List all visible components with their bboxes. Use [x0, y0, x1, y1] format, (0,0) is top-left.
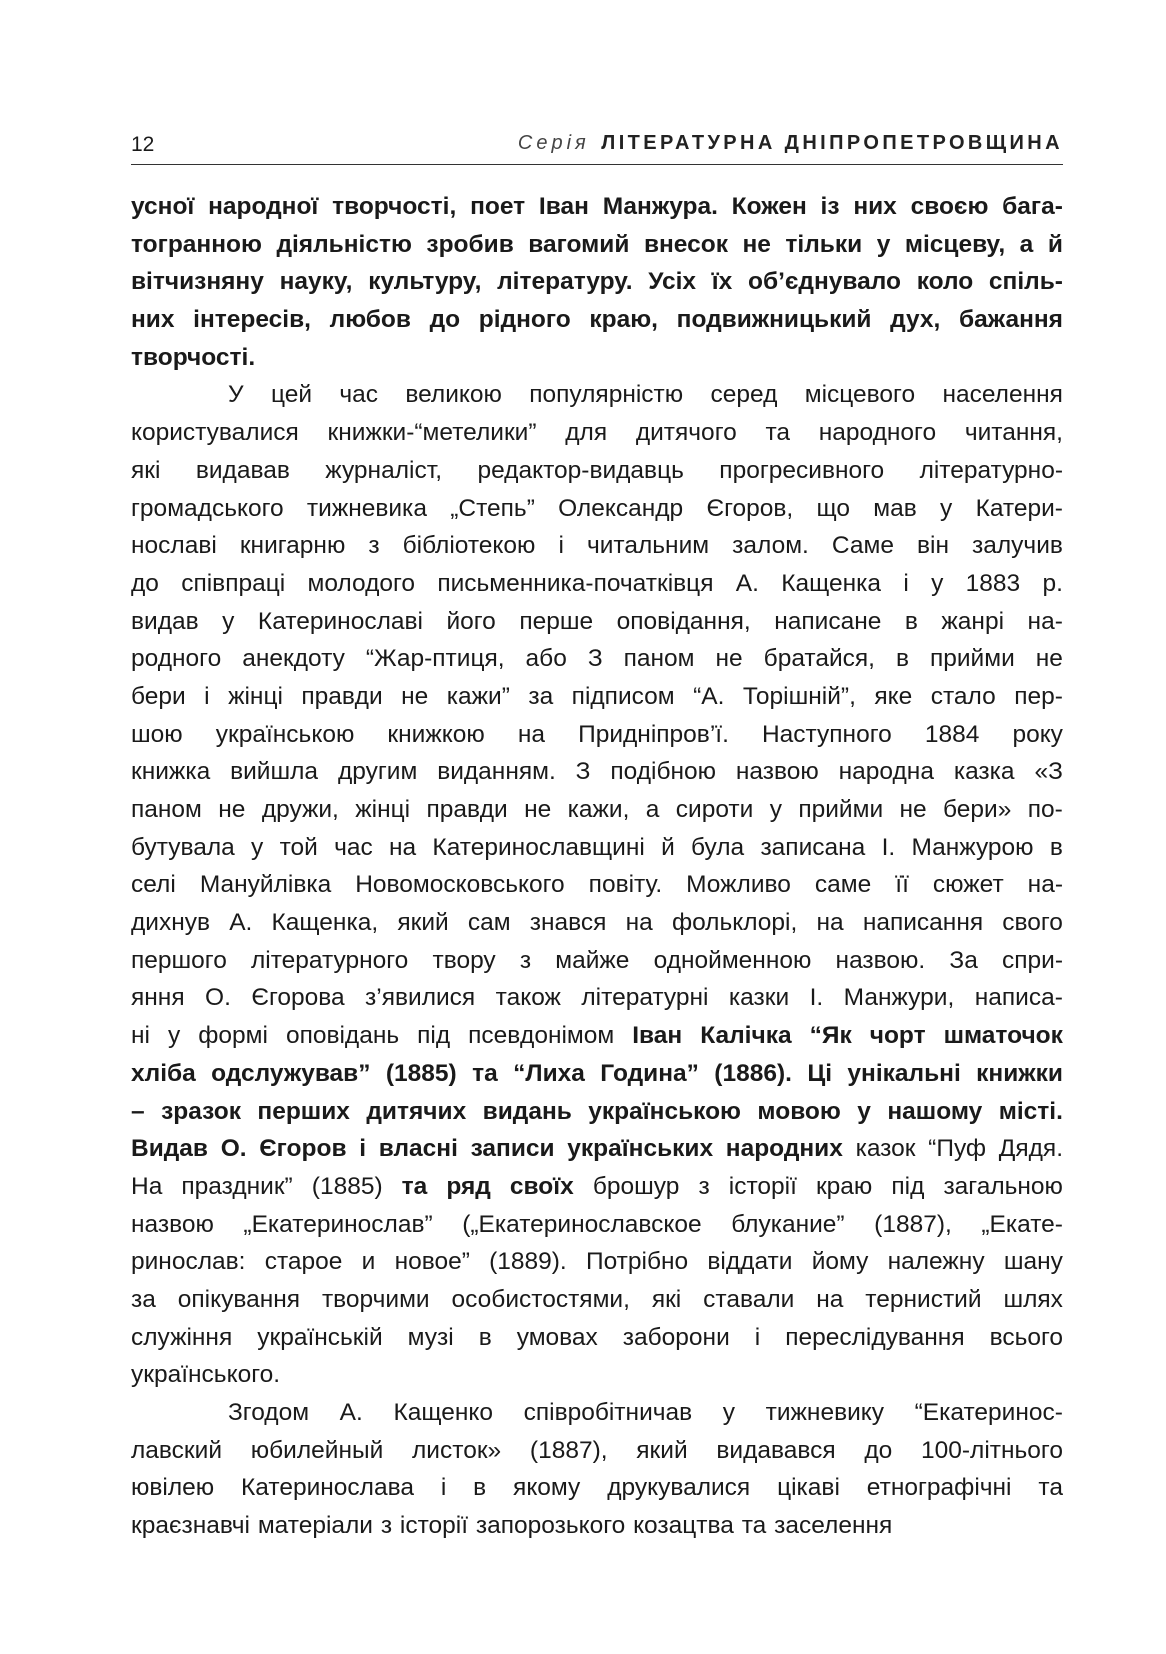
text-line: нославі книгарню з бібліотекою і читальним залом. Саме він залучив: [131, 532, 1063, 560]
text-line: книжка вийшла другим виданням. З подібною назвою народна казка «З: [131, 758, 1063, 786]
text-line: дихнув А. Кащенка, який сам знався на фольклорі, на написання свого: [131, 909, 1063, 937]
text-line: ні у формі оповідань під псевдонімом Іван Калічка “Як чорт шматочок: [131, 1022, 1063, 1050]
text-line: На праздник” (1885) та ряд своїх брошур з історії краю під загальною: [131, 1172, 1063, 1200]
text-line: Видав О. Єгоров і власні записи українських народних казок “Пуф Дядя.: [131, 1135, 1063, 1163]
text-line: громадського тижневика „Степь” Олександр Єгоров, що мав у Катери-: [131, 494, 1063, 522]
running-header: [131, 130, 1063, 165]
text-line: Згодом А. Кащенко співробітничав у тижневику “Екатеринос-: [228, 1399, 1063, 1426]
series-title: [518, 132, 1063, 155]
text-line: усної народної творчості, поет Іван Манжура. Кожен із них своєю бага-: [131, 193, 1063, 220]
text-line: ювілею Катеринослава і в якому друкувалися цікаві етнографічні та: [131, 1474, 1063, 1502]
text-line: – зразок перших дитячих видань українською мовою у нашому місті.: [131, 1097, 1063, 1125]
text-line: хліба одслужував” (1885) та “Лиха Година” (1886). Ці унікальні книжки: [131, 1059, 1063, 1087]
text-line: користувалися книжки-“метелики” для дитячого та народного читання,: [131, 419, 1063, 447]
body-text: [131, 188, 1063, 1545]
text-line: шою українською книжкою на Придніпров’ї. Наступного 1884 року: [131, 720, 1063, 748]
text-line: першого літературного твору з майже однойменною назвою. За спри-: [131, 946, 1063, 974]
text-line: родного анекдоту “Жар-птиця, або З паном не братайся, в прийми не: [131, 645, 1063, 673]
text-line: ринослав: старое и новое” (1889). Потрібно віддати йому належну шану: [131, 1248, 1063, 1276]
text-line: вітчизняну науку, культуру, літературу. Усіх їх об’єднувало коло спіль-: [131, 268, 1063, 296]
text-line: паном не дружи, жінці правди не кажи, а сироти у прийми не бери» по-: [131, 796, 1063, 823]
text-line: за опікування творчими особистостями, які ставали на тернистий шлях: [131, 1285, 1063, 1313]
text-line: видав у Катеринославі його перше оповідання, написане в жанрі на-: [131, 607, 1063, 635]
text-line: до співпраці молодого письменника-початківця А. Кащенка і у 1883 р.: [131, 569, 1063, 597]
text-line: бутувала у той час на Катеринославщині й була записана І. Манжурою в: [131, 833, 1063, 861]
text-line: яння О. Єгорова з’явилися також літературні казки І. Манжури, написа-: [131, 984, 1063, 1012]
series-label: Серія: [517, 132, 590, 154]
text-line: творчості.: [131, 343, 256, 371]
page-number: 12: [131, 133, 155, 156]
text-line: служіння українській музі в умовах заборони і переслідування всього: [131, 1323, 1063, 1351]
text-line: них інтересів, любов до рідного краю, подвижницький дух, бажання: [131, 306, 1063, 334]
text-line: краєзнавчі матеріали з історії запорозького козацтва та заселення: [131, 1512, 893, 1540]
text-line: лавский юбилейный листок» (1887), який видавався до 100-літнього: [131, 1436, 1063, 1464]
text-line: селі Мануйлівка Новомосковського повіту. Можливо саме її сюжет на-: [131, 871, 1063, 899]
text-line: тогранною діяльністю зробив вагомий внесок не тільки у місцеву, а й: [131, 230, 1063, 258]
text-line: які видавав журналіст, редактор-видавць прогресивного літературно-: [131, 456, 1063, 484]
text-line: українського.: [131, 1361, 281, 1389]
text-line: бери і жінці правди не кажи” за підписом “А. Торішній”, яке стало пер-: [131, 682, 1063, 710]
text-line: назвою „Екатеринослав” („Екатеринославское блукание” (1887), „Екате-: [131, 1210, 1063, 1238]
text-line: У цей час великою популярністю серед місцевого населення: [228, 381, 1063, 409]
series-name: ЛІТЕРАТУРНА ДНІПРОПЕТРОВЩИНА: [601, 132, 1063, 154]
